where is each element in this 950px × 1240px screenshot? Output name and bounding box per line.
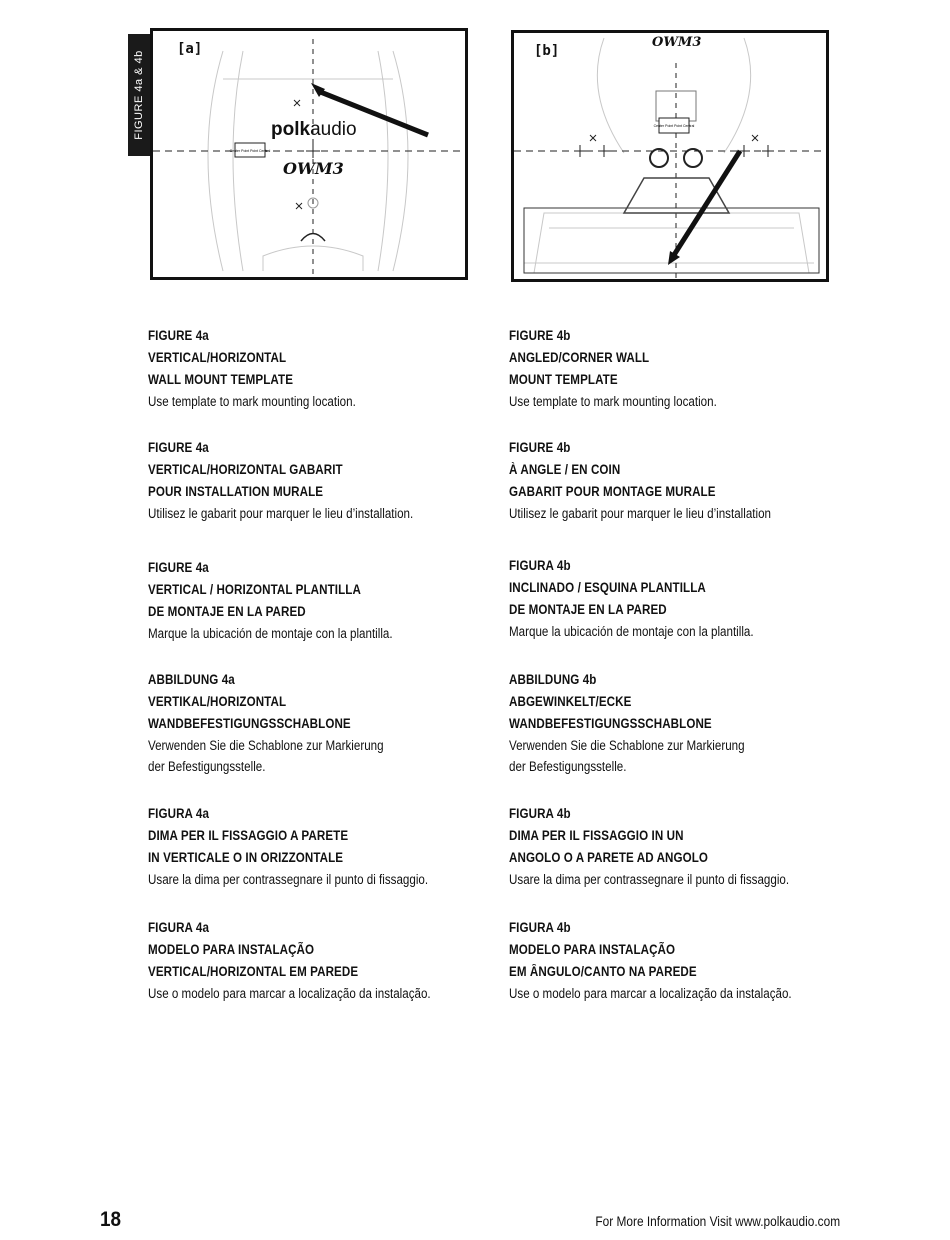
heading-line: POUR INSTALLATION MURALE — [148, 484, 324, 499]
body-line: Marque la ubicación de montaje con la plantilla. — [509, 624, 754, 639]
page-number: 18 — [100, 1208, 122, 1231]
heading-line: FIGURE 4a — [148, 440, 209, 455]
heading-line: VERTICAL/HORIZONTAL GABARIT — [148, 462, 343, 477]
heading-line: FIGURA 4a — [148, 806, 209, 821]
body-line: Verwenden Sie die Schablone zur Markierung — [509, 738, 745, 753]
text-block-4b-german — [509, 669, 849, 777]
heading-line: MODELO PARA INSTALAÇÃO — [148, 942, 315, 957]
text-block-4a-english — [148, 325, 488, 412]
figure-4b-illustration — [511, 30, 829, 282]
body-line: Usare la dima per contrassegnare il punto di fissaggio. — [509, 872, 790, 887]
heading-line: INCLINADO / ESQUINA PLANTILLA — [509, 580, 706, 595]
text-block-4b-portuguese — [509, 917, 849, 1004]
body-line: Use o modelo para marcar a localização da instalação. — [509, 986, 792, 1001]
heading-line: FIGURE 4a — [148, 328, 209, 343]
heading-line: FIGURA 4b — [509, 558, 571, 573]
heading-line: MODELO PARA INSTALAÇÃO — [509, 942, 676, 957]
figure-4b-model: OWM3 — [652, 35, 702, 50]
heading-line: VERTICAL/HORIZONTAL EM PAREDE — [148, 964, 359, 979]
text-block-4b-english — [509, 325, 849, 412]
heading-line: DE MONTAJE EN LA PARED — [509, 602, 667, 617]
heading-line: IN VERTICALE O IN ORIZZONTALE — [148, 850, 344, 865]
heading-line: VERTICAL/HORIZONTAL — [148, 350, 287, 365]
figure-4a-illustration — [150, 28, 468, 280]
heading-line: WALL MOUNT TEMPLATE — [148, 372, 294, 387]
heading-line: MOUNT TEMPLATE — [509, 372, 618, 387]
figure-4b-center-label: Center Point Point Central — [653, 124, 695, 128]
heading-line: FIGURE 4b — [509, 440, 571, 455]
heading-line: À ANGLE / EN COIN — [509, 462, 621, 477]
body-line: Use o modelo para marcar a localização da instalação. — [148, 986, 431, 1001]
heading-line: VERTIKAL/HORIZONTAL — [148, 694, 287, 709]
heading-line: FIGURA 4a — [148, 920, 209, 935]
heading-line: FIGURE 4a — [148, 560, 209, 575]
text-block-4a-spanish — [148, 557, 488, 644]
heading-line: ABBILDUNG 4a — [148, 672, 235, 687]
heading-line: WANDBEFESTIGUNGSSCHABLONE — [148, 716, 351, 731]
text-block-4a-german — [148, 669, 488, 777]
body-line: der Befestigungsstelle. — [509, 759, 627, 774]
body-line: Verwenden Sie die Schablone zur Markierung — [148, 738, 384, 753]
heading-line: DIMA PER IL FISSAGGIO IN UN — [509, 828, 684, 843]
text-block-4a-italian — [148, 803, 488, 890]
heading-line: DE MONTAJE EN LA PARED — [148, 604, 306, 619]
body-line: Utilisez le gabarit pour marquer le lieu d’installation. — [148, 506, 414, 521]
body-line: Use template to mark mounting location. — [509, 394, 717, 409]
body-line: Usare la dima per contrassegnare il punto di fissaggio. — [148, 872, 429, 887]
footer-info-text: For More Information Visit www.polkaudio.com — [595, 1214, 840, 1229]
figure-4a-brand-bold: polk — [271, 119, 311, 140]
heading-line: VERTICAL / HORIZONTAL PLANTILLA — [148, 582, 361, 597]
figure-side-tab-label: FIGURE 4a & 4b — [133, 50, 145, 140]
heading-line: FIGURE 4b — [509, 328, 571, 343]
figure-4a-center-label: Center Point Point Central — [229, 149, 271, 153]
heading-line: ABGEWINKELT/ECKE — [509, 694, 632, 709]
heading-line: EM ÂNGULO/CANTO NA PAREDE — [509, 964, 697, 979]
text-block-4b-french — [509, 437, 849, 524]
body-line: Marque la ubicación de montaje con la plantilla. — [148, 626, 393, 641]
figure-4a-brand-light: audio — [310, 119, 357, 140]
body-line: Use template to mark mounting location. — [148, 394, 356, 409]
heading-line: GABARIT POUR MONTAGE MURALE — [509, 484, 716, 499]
figure-4a-model: OWM3 — [283, 159, 344, 178]
text-block-4b-spanish — [509, 555, 849, 642]
heading-line: FIGURA 4b — [509, 920, 571, 935]
text-block-4b-italian — [509, 803, 849, 890]
figure-4a-letter: [a] — [177, 41, 203, 57]
figure-4b-drawing — [514, 33, 826, 279]
text-block-4a-french — [148, 437, 488, 524]
text-block-4a-portuguese — [148, 917, 488, 1004]
heading-line: DIMA PER IL FISSAGGIO A PARETE — [148, 828, 349, 843]
figure-4a-brand — [271, 119, 357, 141]
body-line: der Befestigungsstelle. — [148, 759, 266, 774]
figure-side-tab — [128, 34, 150, 156]
figure-4a-drawing — [153, 31, 465, 277]
heading-line: ABBILDUNG 4b — [509, 672, 597, 687]
body-line: Utilisez le gabarit pour marquer le lieu d’installation — [509, 506, 772, 521]
heading-line: FIGURA 4b — [509, 806, 571, 821]
heading-line: ANGLED/CORNER WALL — [509, 350, 650, 365]
heading-line: ANGOLO O A PARETE AD ANGOLO — [509, 850, 709, 865]
figure-4b-letter: [b] — [534, 43, 560, 59]
heading-line: WANDBEFESTIGUNGSSCHABLONE — [509, 716, 712, 731]
